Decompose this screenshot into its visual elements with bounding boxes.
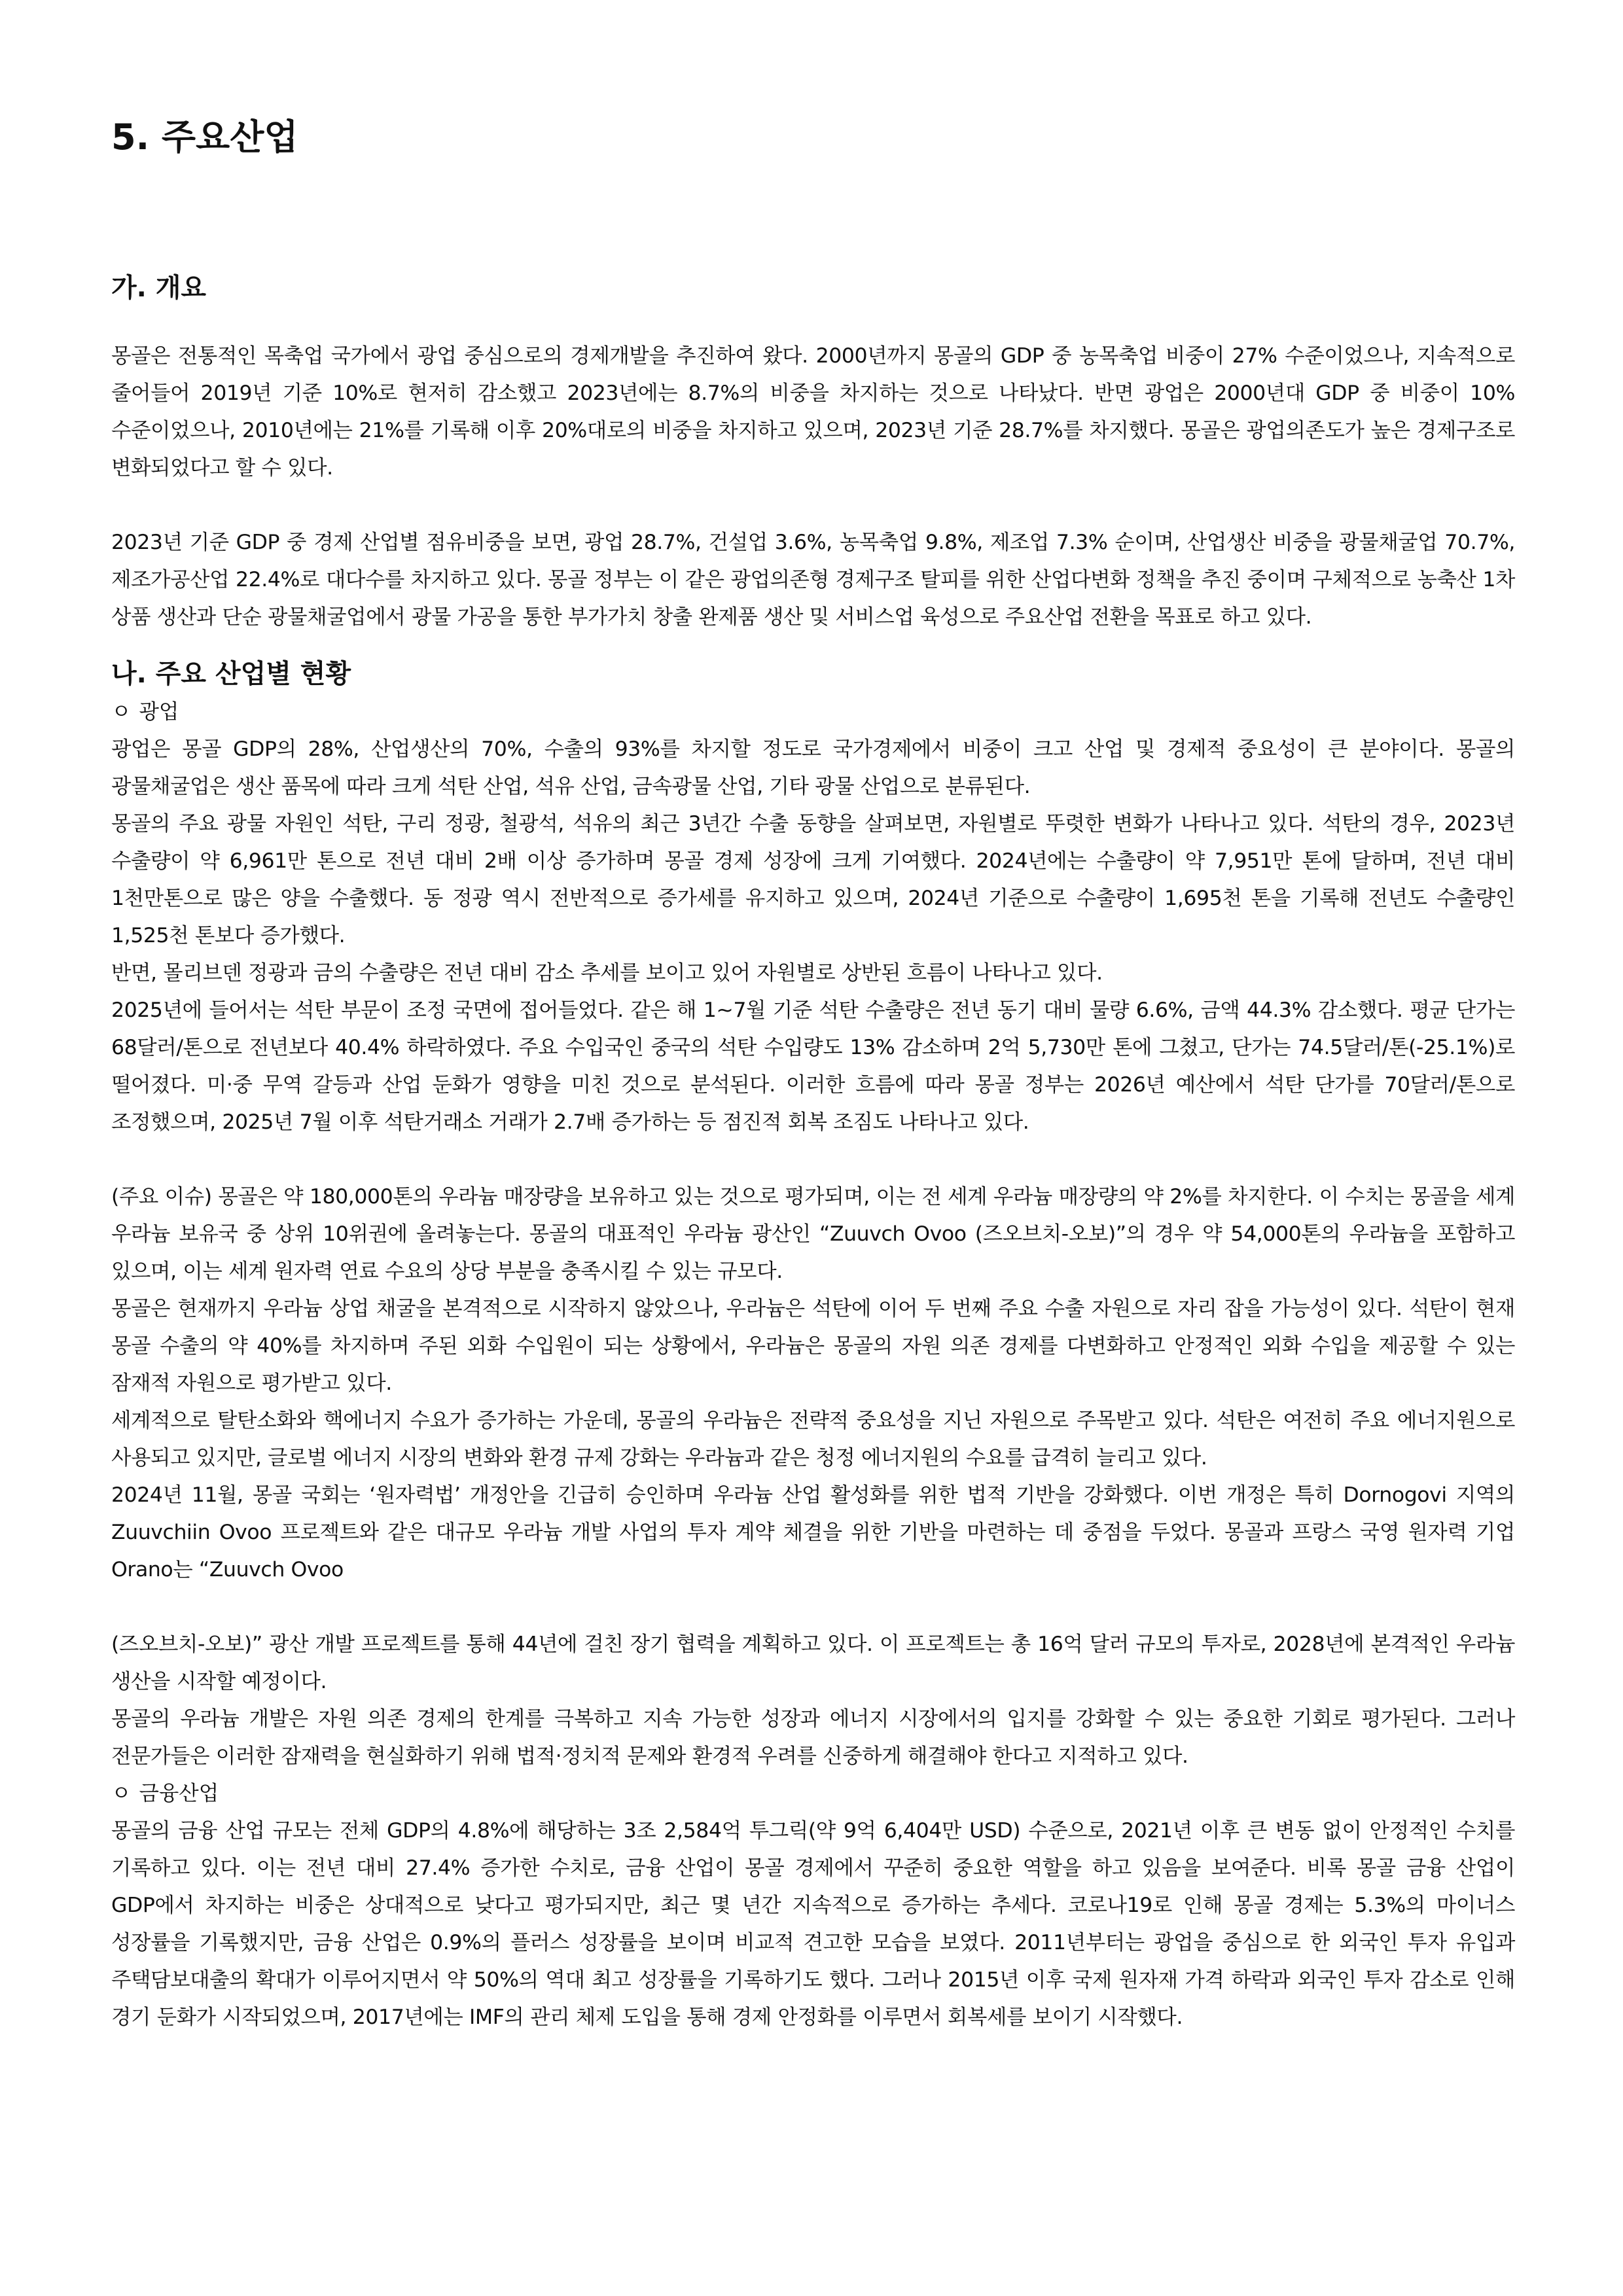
mining-paragraph: 광업은 몽골 GDP의 28%, 산업생산의 70%, 수출의 93%를 차지할 정도로 국가경제에서 비중이 크고 산업 및 경제적 중요성이 큰 분야이다. 몽골의 광물채굴업은 생산 품목에 따라 크게 석탄 산업, 석유 산업, 금속광물 산업, 기타 광물 산업으로 분류된다. bbox=[111, 737, 1515, 798]
mining-paragraph: 몽골의 주요 광물 자원인 석탄, 구리 정광, 철광석, 석유의 최근 3년간 수출 동향을 살펴보면, 자원별로 뚜렷한 변화가 나타나고 있다. 석탄의 경우, 2023년 수출량이 약 6,961만 톤으로 전년 대비 2배 이상 증가하며 몽골 경제 성장에 크게 기여했다. 2024년에는 수출량이 약 7,951만 톤에 달하며, 전년 대비 1천만톤으로 많은 양을 수출했다. 동 정광 역시 전반적으로 증가세를 유지하고 있으며, 2024년 기준으로 수출량이 1,695천 톤을 기록해 전년도 수출량인 1,525천 톤보다 증가했다. bbox=[111, 812, 1515, 947]
finance-paragraph: 몽골의 금융 산업 규모는 전체 GDP의 4.8%에 해당하는 3조 2,584억 투그릭(약 9억 6,404만 USD) 수준으로, 2021년 이후 큰 변동 없이 안정적인 수치를 기록하고 있다. 이는 전년 대비 27.4% 증가한 수치로, 금융 산업이 몽골 경제에서 꾸준히 중요한 역할을 하고 있음을 보여준다. 비록 몽골 금융 산업이 GDP에서 차지하는 비중은 상대적으로 낮다고 평가되지만, 최근 몇 년간 지속적으로 증가하는 추세다. 코로나19로 인해 몽골 경제는 5.3%의 마이너스 성장률을 기록했지만, 금융 산업은 0.9%의 플러스 성장률을 보이며 비교적 견고한 모습을 보였다. 2011년부터는 광업을 중심으로 한 외국인 투자 유입과 주택담보대출의 확대가 이루어지면서 약 50%의 역대 최고 성장률을 기록하기도 했다. 그러나 2015년 이후 국제 원자재 가격 하락과 외국인 투자 감소로 인해 경기 둔화가 시작되었으며, 2017년에는 IMF의 관리 체제 도입을 통해 경제 안정화를 이루면서 회복세를 보이기 시작했다. bbox=[111, 1819, 1515, 2029]
mining-issue-paragraph: (주요 이슈) 몽골은 약 180,000톤의 우라늄 매장량을 보유하고 있는 것으로 평가되며, 이는 전 세계 우라늄 매장량의 약 2%를 차지한다. 이 수치는 몽골을 세계 우라늄 보유국 중 상위 10위권에 올려놓는다. 몽골의 대표적인 우라늄 광산인 “Zuuvch Ovoo (즈오브치-오보)”의 경우 약 54,000톤의 우라늄을 포함하고 있으며, 이는 세계 원자력 연료 수요의 상당 부분을 충족시킬 수 있는 규모다. bbox=[111, 1185, 1515, 1283]
mining-issue-paragraph: 세계적으로 탈탄소화와 핵에너지 수요가 증가하는 가운데, 몽골의 우라늄은 전략적 중요성을 지닌 자원으로 주목받고 있다. 석탄은 여전히 주요 에너지원으로 사용되고 있지만, 글로벌 에너지 시장의 변화와 환경 규제 강화는 우라늄과 같은 청정 에너지원의 수요를 급격히 늘리고 있다. bbox=[111, 1409, 1515, 1470]
overview-paragraph-1: 몽골은 전통적인 목축업 국가에서 광업 중심으로의 경제개발을 추진하여 왔다. 2000년까지 몽골의 GDP 중 농목축업 비중이 27% 수준이었으나, 지속적으로 줄어들어 2019년 기준 10%로 현저히 감소했고 2023년에는 8.7%의 비중을 차지하는 것으로 나타났다. 반면 광업은 2000년대 GDP 중 비중이 10% 수준이었으나, 2010년에는 21%를 기록해 이후 20%대로의 비중을 차지하고 있으며, 2023년 기준 28.7%를 차지했다. 몽골은 광업의존도가 높은 경제구조로 변화되었다고 할 수 있다. bbox=[111, 344, 1515, 480]
subsection-heading-mining bbox=[111, 694, 1515, 731]
mining-issue-paragraph: 몽골은 현재까지 우라늄 상업 채굴을 본격적으로 시작하지 않았으나, 우라늄은 석탄에 이어 두 번째 주요 수출 자원으로 자리 잡을 가능성이 있다. 석탄이 현재 몽골 수출의 약 40%를 차지하며 주된 외화 수입원이 되는 상황에서, 우라늄은 몽골의 자원 의존 경제를 다변화하고 안정적인 외화 수입을 제공할 수 있는 잠재적 자원으로 평가받고 있다. bbox=[111, 1297, 1515, 1395]
section-heading-industries: 나. 주요 산업별 현황 bbox=[111, 659, 351, 689]
page-title: 5. 주요산업 bbox=[111, 116, 298, 158]
mining-paragraph: 반면, 몰리브덴 정광과 금의 수출량은 전년 대비 감소 추세를 보이고 있어 자원별로 상반된 흐름이 나타나고 있다. bbox=[111, 961, 1103, 985]
section-heading-overview: 가. 개요 bbox=[111, 273, 207, 303]
subsection-heading-finance bbox=[111, 1775, 1515, 1812]
subsection-label: 금융산업 bbox=[139, 1782, 219, 1805]
subsection-label: 광업 bbox=[139, 700, 179, 724]
overview-paragraph-2: 2023년 기준 GDP 중 경제 산업별 점유비중을 보면, 광업 28.7%, 건설업 3.6%, 농목축업 9.8%, 제조업 7.3% 순이며, 산업생산 비중을 광물채굴업 70.7%, 제조가공산업 22.4%로 대다수를 차지하고 있다. 몽골 정부는 이 같은 광업의존형 경제구조 탈피를 위한 산업다변화 정책을 추진 중이며 구체적으로 농축산 1차 상품 생산과 단순 광물채굴업에서 광물 가공을 통한 부가가치 창출 완제품 생산 및 서비스업 육성으로 주요산업 전환을 목표로 하고 있다. bbox=[111, 531, 1515, 629]
mining-issue-paragraph: 몽골의 우라늄 개발은 자원 의존 경제의 한계를 극복하고 지속 가능한 성장과 에너지 시장에서의 입지를 강화할 수 있는 중요한 기회로 평가된다. 그러나 전문가들은 이러한 잠재력을 현실화하기 위해 법적·정치적 문제와 환경적 우려를 신중하게 해결해야 한다고 지적하고 있다. bbox=[111, 1707, 1515, 1768]
bullet-mark: ㅇ bbox=[111, 1782, 132, 1805]
mining-issue-paragraph: (즈오브치-오보)” 광산 개발 프로젝트를 통해 44년에 걸친 장기 협력을 계획하고 있다. 이 프로젝트는 총 16억 달러 규모의 투자로, 2028년에 본격적인 우라늄 생산을 시작할 예정이다. bbox=[111, 1633, 1516, 1693]
bullet-mark: ㅇ bbox=[111, 700, 132, 724]
mining-paragraph: 2025년에 들어서는 석탄 부문이 조정 국면에 접어들었다. 같은 해 1~7월 기준 석탄 수출량은 전년 동기 대비 물량 6.6%, 금액 44.3% 감소했다. 평균 단가는 68달러/톤으로 전년보다 40.4% 하락하였다. 주요 수입국인 중국의 석탄 수입량도 13% 감소하며 2억 5,730만 톤에 그쳤고, 단가는 74.5달러/톤(-25.1%)로 떨어졌다. 미·중 무역 갈등과 산업 둔화가 영향을 미친 것으로 분석된다. 이러한 흐름에 따라 몽골 정부는 2026년 예산에서 석탄 단가를 70달러/톤으로 조정했으며, 2025년 7월 이후 석탄거래소 거래가 2.7배 증가하는 등 점진적 회복 조짐도 나타나고 있다. bbox=[111, 998, 1515, 1134]
mining-issue-paragraph: 2024년 11월, 몽골 국회는 ‘원자력법’ 개정안을 긴급히 승인하며 우라늄 산업 활성화를 위한 법적 기반을 강화했다. 이번 개정은 특히 Dornogovi 지역의 Zuuvchiin Ovoo 프로젝트와 같은 대규모 우라늄 개발 사업의 투자 계약 체결을 위한 기반을 마련하는 데 중점을 두었다. 몽골과 프랑스 국영 원자력 기업 Orano는 “Zuuvch Ovoo bbox=[111, 1483, 1515, 1581]
